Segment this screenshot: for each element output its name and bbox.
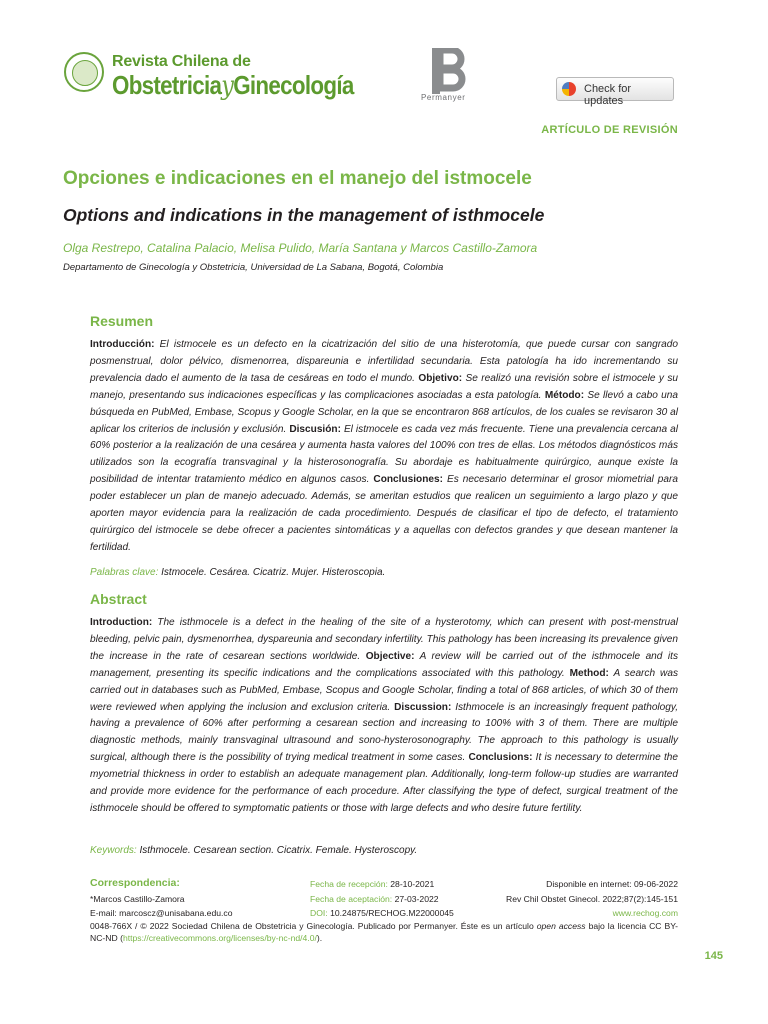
license-statement: 0048-766X / © 2022 Sociedad Chilena de Obstetricia y Ginecología. Publicado por Permanyer. Éste es un artículo open access bajo la licencia CC BY-NC-ND (https://creativecommons.org/licenses/by-nc-nd/4.0/). [90,921,679,943]
publisher-name: Permanyer [421,93,466,102]
correspondence-heading: Correspondencia: [90,877,180,889]
online-date: Disponible en internet: 09-06-2022 [546,879,678,889]
resumen-paragraph: Introducción: El istmocele es un defecto en la cicatrización del sitio de una histerotomía, que puede cursar con sangrado posmenstrual, dolor pélvico, dismenorrea, dispareunia e infertilidad secundaria. Esta patología ha ido incrementando su prevalencia dado el aumento de la tasa de cesáreas en todo el mundo. Objetivo: Se realizó una revisión sobre el istmocele y su manejo, presentando sus indicaciones específicas y las complicaciones asociadas a esta patología. Método: Se llevó a cabo una búsqueda en PubMed, Embase, Scopus y Google Scholar, en la que se encontraron 868 artículos, de los cuales se revisaron 30 al aplicar los criterios de inclusión y exclusión. Discusión: El istmocele es cada vez más frecuente. Tiene una prevalencia cercana al 60% posterior a la realización de una cesárea y aumenta hasta valores del 100% con tres de ellas. Los métodos diagnósticos más utilizados son la ecografía transvaginal y la histerosonografía. Su abordaje es habitualmente quirúrgico, aunque existe la posibilidad de intentar tratamiento médico en algunos casos. Conclusiones: Es necesario determinar el grosor miometrial para poder establecer un plan de manejo adecuado. Además, se ameritan estudios que realicen un seguimiento a largo plazo y que aporten mayor evidencia para la realización de cada procedimiento. Después de clasificar el tipo de defecto, el tratamiento quirúrgico del istmocele se debe ofrecer a pacientes sintomáticas y a aquellas con defectos grandes y que desean mantener la fertilidad. [90,339,679,553]
publication-info [506,877,678,921]
resumen-heading: Resumen [90,313,154,329]
article-type: ARTÍCULO DE REVISIÓN [541,124,678,136]
page-number: 145 [704,950,723,962]
keywords-spanish: Palabras clave: Istmocele. Cesárea. Cicatriz. Mujer. Histeroscopia. [90,567,386,578]
abstract-heading: Abstract [90,591,147,607]
article-dates [310,877,454,921]
accepted-date: Fecha de aceptación: 27-03-2022 [310,893,439,904]
authors: Olga Restrepo, Catalina Palacio, Melisa Pulido, María Santana y Marcos Castillo-Zamora [63,241,538,255]
journal-name: ObstetriciayGinecología [112,70,354,101]
journal-website-link[interactable]: www.rechog.com [612,908,678,919]
journal-name-small: Revista Chilena de [112,53,251,70]
license-link[interactable]: https://creativecommons.org/licenses/by-nc-nd/4.0/ [122,933,317,943]
correspondence-email[interactable]: E-mail: marcoscz@unisabana.edu.co [90,908,233,918]
affiliation: Departamento de Ginecología y Obstetricia, Universidad de La Sabana, Bogotá, Colombia [63,262,444,273]
abstract-paragraph: Introduction: The isthmocele is a defect in the healing of the site of a hysterotomy, which can present with post-menstrual bleeding, pelvic pain, dysmenorrhea, dyspareunia and secondary infertility. This pathology has been increasing its prevalence given the increase in the rate of cesarean sections worldwide. Objective: A review will be carried out of the isthmocele and its management, presenting its specific indications and the complications associated with this pathology. Method: A search was carried out in databases such as PubMed, Embase, Scopus and Google Scholar, finding a total of 868 articles, of which 30 of them were reviewed when applying the inclusion and exclusion criteria. Discussion: Isthmocele is an increasingly frequent pathology, having a prevalence of 60% after performing a cesarean section and increasing to 100% with 3 of them. There are multiple diagnostic methods, mainly transvaginal ultrasound and sono-hysterosonography. The approach to this pathology is usually surgical, although there is the possibility of trying medical treatment in some cases. Conclusions: It is necessary to determine the myometrial thickness in order to establish an adequate management plan. Additionally, long-term follow-up studies are warranted and provide more evidence for the performance of each procedure. After classifying the type of defect, surgical treatment of the isthmocele should be offered to symptomatic patients or those with large defects and who desire future fertility. [90,617,679,814]
check-for-updates-button[interactable]: Check for updates [556,77,674,101]
title-spanish: Opciones e indicaciones en el manejo del istmocele [63,168,532,189]
doi[interactable]: DOI: 10.24875/RECHOG.M22000045 [310,908,454,919]
crossmark-icon [562,82,576,96]
citation: Rev Chil Obstet Ginecol. 2022;87(2):145-151 [506,893,678,904]
title-english: Options and indications in the management of isthmocele [63,205,545,225]
keywords-english: Keywords: Isthmocele. Cesarean section. Cicatrix. Female. Hysteroscopy. [90,845,418,856]
society-seal-logo [64,52,104,92]
received-date: Fecha de recepción: 28-10-2021 [310,879,435,889]
permanyer-logo-icon [426,48,466,94]
correspondence-name: *Marcos Castillo-Zamora [90,894,185,904]
